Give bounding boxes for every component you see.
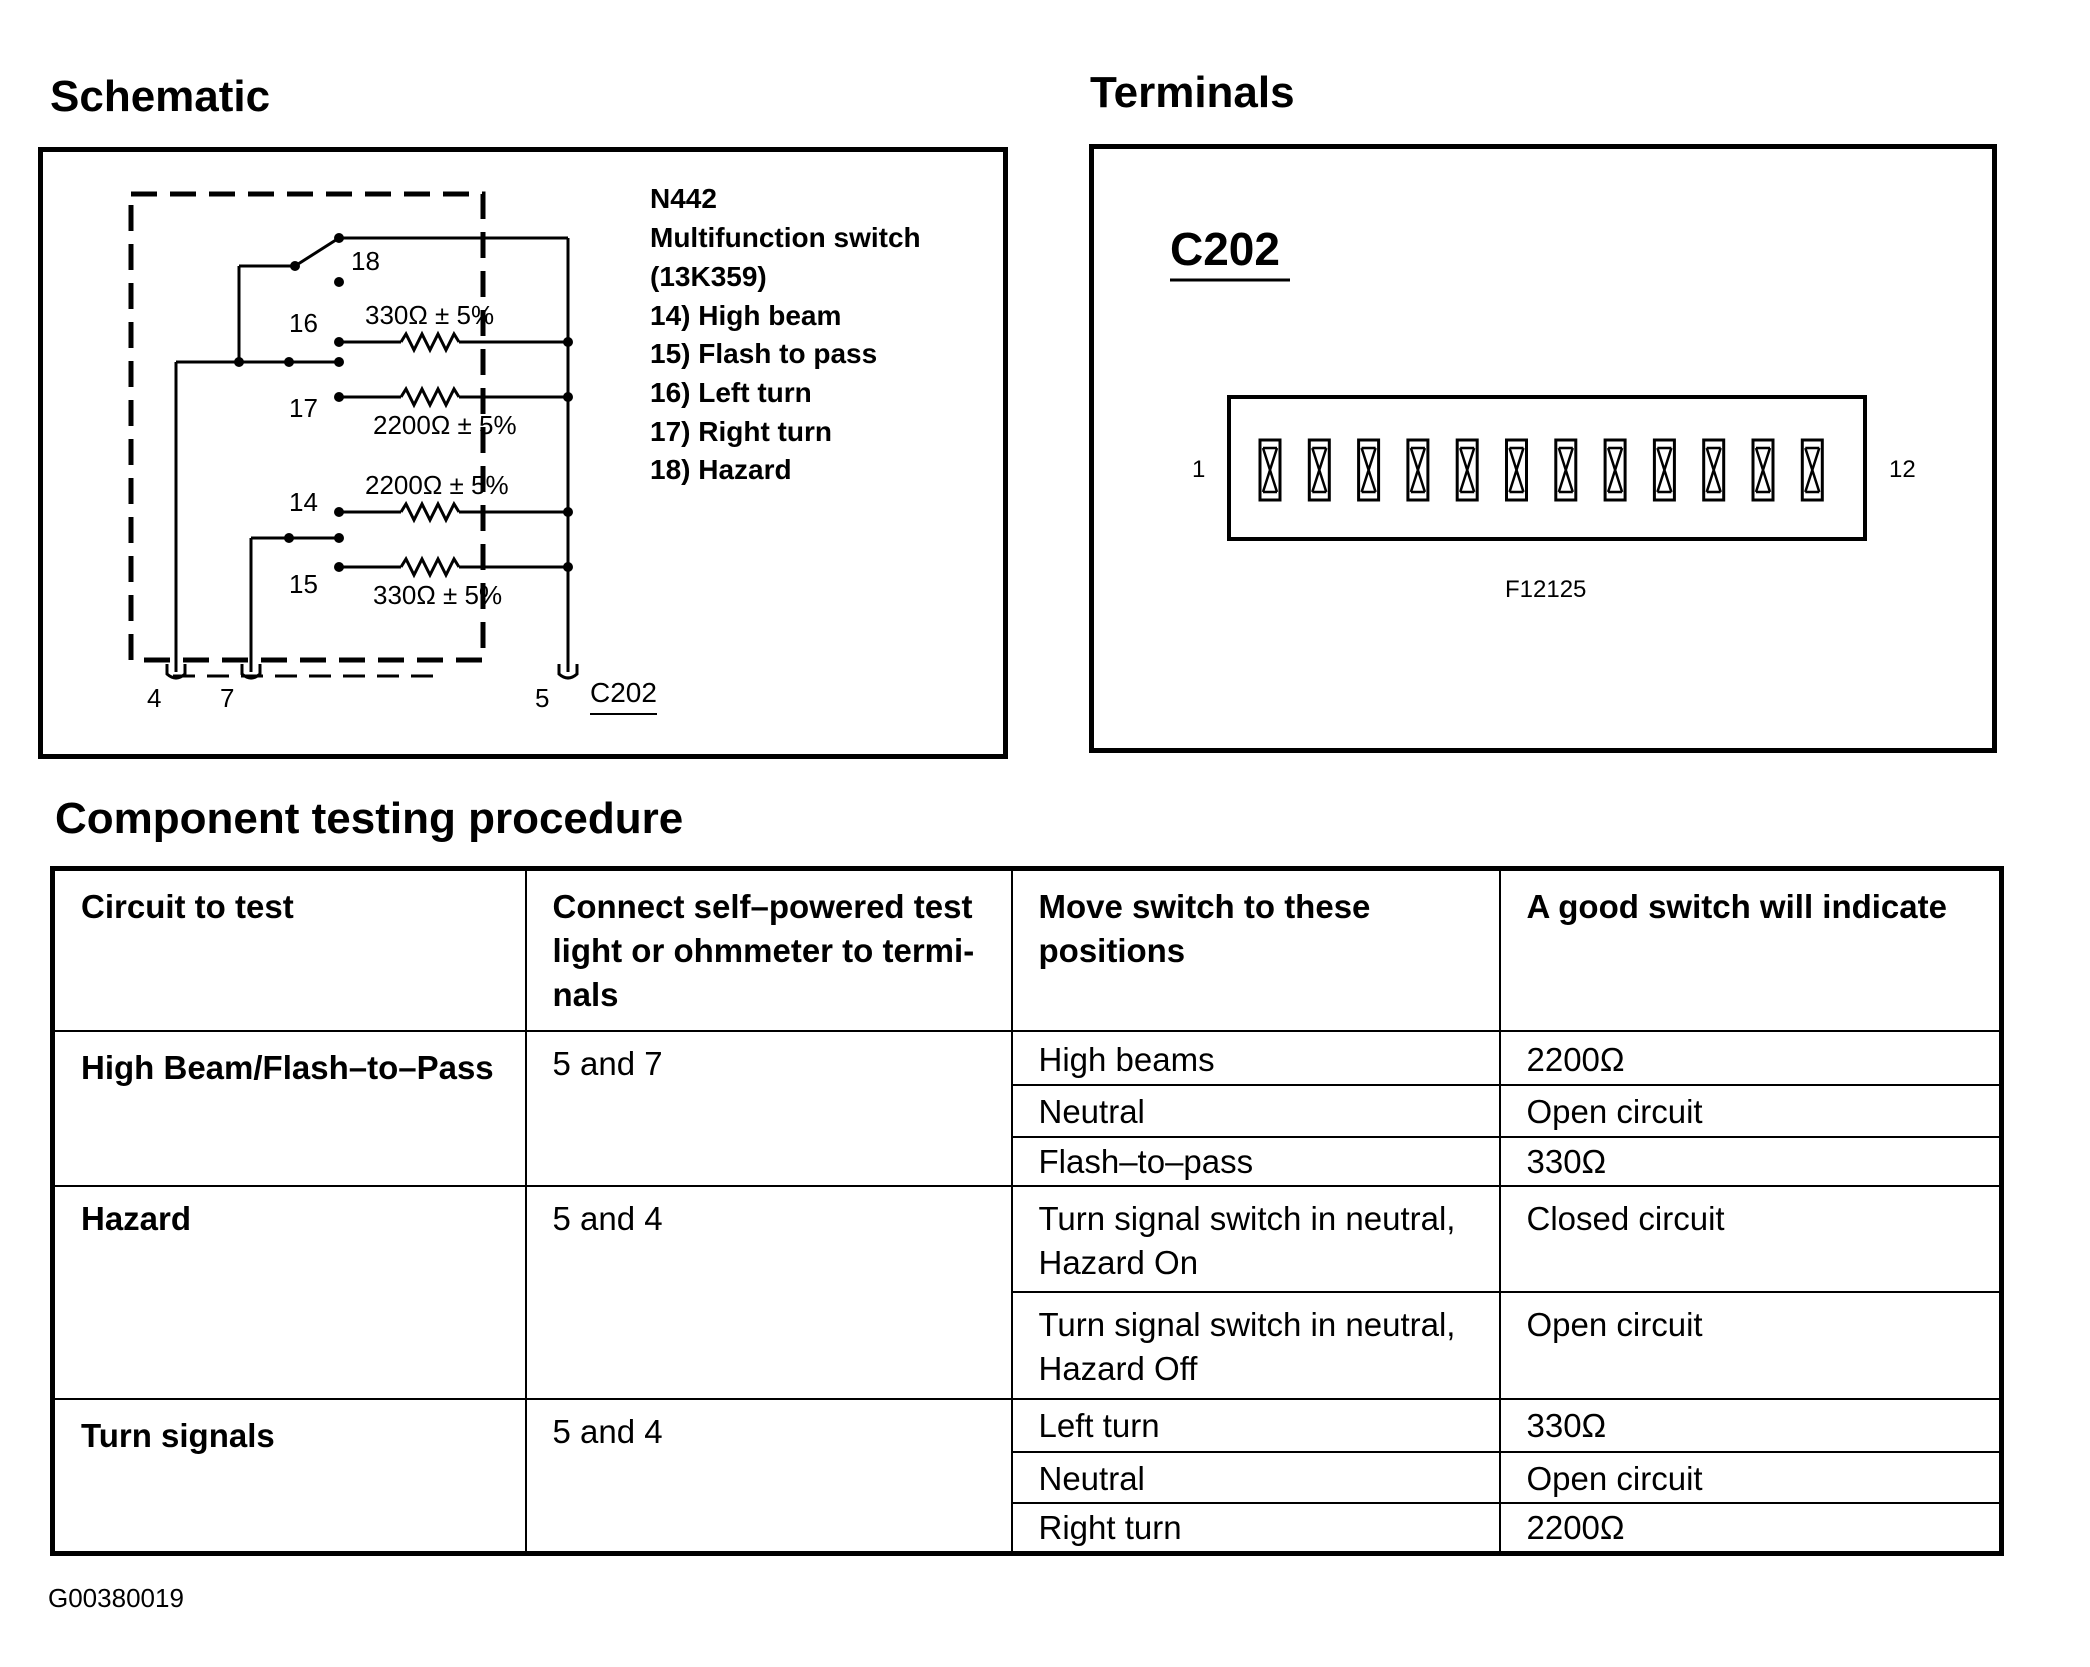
- connector-pin-cavity: [1359, 440, 1379, 500]
- connector-title: C202: [1170, 223, 1280, 275]
- pin-last-label: 12: [1889, 456, 1916, 483]
- figure-id: G00380019: [48, 1583, 184, 1613]
- figure-code: F12125: [1505, 576, 1587, 603]
- result-cell: 2200Ω: [1500, 1031, 2002, 1085]
- result-cell: Open circuit: [1500, 1085, 2002, 1136]
- position-cell: Flash–to–pass: [1012, 1137, 1500, 1186]
- circuit-cell: Turn signals: [53, 1399, 526, 1554]
- connector-pin-cavity: [1654, 440, 1674, 500]
- schematic-panel: [38, 147, 1008, 759]
- connector-pin-cavity: [1408, 440, 1428, 500]
- result-cell: 2200Ω: [1500, 1503, 2002, 1553]
- resistor-15-value: 330Ω ± 5%: [373, 580, 503, 610]
- connector-pin-cavity: [1309, 440, 1329, 500]
- connector-pin-cavity: [1753, 440, 1773, 500]
- connector-pin-cavity: [1457, 440, 1477, 500]
- connector-label: C202: [590, 677, 657, 708]
- procedure-table: [50, 866, 2004, 1556]
- component-name: Multifunction switch: [650, 222, 921, 253]
- column-header: Circuit to test: [53, 869, 526, 1032]
- column-header: Connect self–powered test light or ohmmeter to termi-nals: [526, 869, 1012, 1032]
- circuit-cell: Hazard: [53, 1186, 526, 1399]
- result-cell: Open circuit: [1500, 1452, 2002, 1503]
- table-row: [53, 1399, 2002, 1452]
- terminals-panel: [1089, 144, 1997, 753]
- pin-7-label: 7: [220, 683, 235, 713]
- terminals-heading: Terminals: [1090, 68, 1295, 117]
- position-cell: Neutral: [1012, 1452, 1500, 1503]
- connector-pin-cavity: [1605, 440, 1625, 500]
- result-cell: Closed circuit: [1500, 1186, 2002, 1292]
- terminals-cell: 5 and 7: [526, 1031, 1012, 1186]
- terminal-18-label: 18: [351, 246, 380, 276]
- resistor-14-value: 2200Ω ± 5%: [365, 470, 509, 500]
- legend-item: 17) Right turn: [650, 416, 832, 447]
- component-part: (13K359): [650, 261, 767, 292]
- column-header: A good switch will indicate: [1500, 869, 2002, 1032]
- position-cell: Right turn: [1012, 1503, 1500, 1553]
- legend-item: 15) Flash to pass: [650, 338, 878, 369]
- connector-pin-cavity: [1556, 440, 1576, 500]
- legend-item: 16) Left turn: [650, 377, 812, 408]
- terminal-17-label: 17: [289, 393, 318, 423]
- table-row: [53, 1031, 2002, 1085]
- pin-5-label: 5: [535, 683, 550, 713]
- terminal-14-label: 14: [289, 487, 318, 517]
- result-cell: Open circuit: [1500, 1292, 2002, 1398]
- connector-pin-row: [1260, 440, 1822, 500]
- table-header-row: [53, 869, 2002, 1032]
- terminals-diagram: [1094, 149, 1992, 748]
- procedure-heading: Component testing procedure: [55, 794, 684, 843]
- pin-4-label: 4: [147, 683, 162, 713]
- schematic-heading: Schematic: [50, 72, 271, 121]
- position-cell: High beams: [1012, 1031, 1500, 1085]
- connector-pin-cavity: [1802, 440, 1822, 500]
- pin-first-label: 1: [1192, 456, 1206, 483]
- terminals-cell: 5 and 4: [526, 1399, 1012, 1554]
- legend-item: 14) High beam: [650, 300, 842, 331]
- result-cell: 330Ω: [1500, 1399, 2002, 1452]
- position-cell: Neutral: [1012, 1085, 1500, 1136]
- connector-pin-cavity: [1704, 440, 1724, 500]
- junction-dots: [234, 233, 573, 572]
- resistor-17-value: 2200Ω ± 5%: [373, 410, 517, 440]
- terminals-cell: 5 and 4: [526, 1186, 1012, 1399]
- position-cell: Turn signal switch in neutral, Hazard Off: [1012, 1292, 1500, 1398]
- terminal-15-label: 15: [289, 569, 318, 599]
- column-header: Move switch to these positions: [1012, 869, 1500, 1032]
- position-cell: Turn signal switch in neutral, Hazard On: [1012, 1186, 1500, 1292]
- schematic-diagram: [43, 152, 1003, 754]
- position-cell: Left turn: [1012, 1399, 1500, 1452]
- connector-body: [1229, 397, 1865, 539]
- connector-pin-cavity: [1260, 440, 1280, 500]
- terminal-16-label: 16: [289, 308, 318, 338]
- resistor-16-value: 330Ω ± 5%: [365, 300, 495, 330]
- table-row: [53, 1186, 2002, 1292]
- result-cell: 330Ω: [1500, 1137, 2002, 1186]
- legend-item: 18) Hazard: [650, 454, 792, 485]
- circuit-cell: High Beam/Flash–to–Pass: [53, 1031, 526, 1186]
- component-legend: [650, 183, 921, 485]
- component-code: N442: [650, 183, 717, 214]
- connector-pin-cavity: [1507, 440, 1527, 500]
